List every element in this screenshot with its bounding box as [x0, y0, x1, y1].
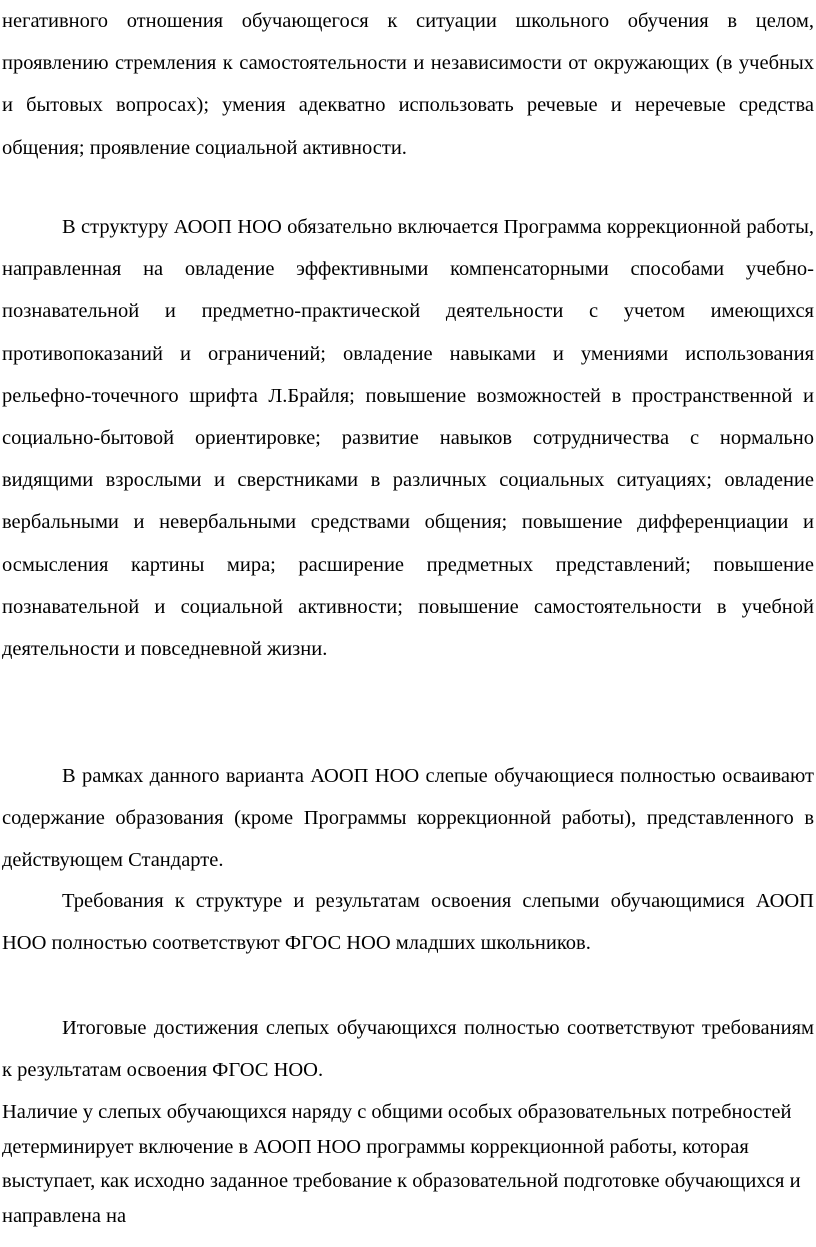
paragraph-special-needs: Наличие у слепых обучающихся наряду с общими особых образовательных потребностей детерминирует включение в АООП НОО программы коррекционной работы, которая выступает, как исходно заданное требование к образовательной подготовке обучающихся и направлена на — [2, 1101, 801, 1227]
paragraph-final-achievements: Итоговые достижения слепых обучающихся полностью соответствуют требованиям к результатам освоения ФГОС НОО. — [2, 1017, 814, 1082]
paragraph-structure-requirements: Требования к структуре и результатам освоения слепыми обучающимися АООП НОО полностью соответствуют ФГОС НОО младших школьников. — [2, 890, 814, 955]
paragraph-correction-program: В структуру АООП НОО обязательно включается Программа коррекционной работы, направленная на овладение эффективными компенсаторными способами учебно-познавательной и предметно-практической деятельности с учетом имеющихся противопоказаний и ограничений; овладение навыками и умениями использования рельефно-точечного шрифта Л.Брайля; повышение возможностей в пространственной и социально-бытовой ориентировке; развитие навыков сотрудничества с нормально видящими взрослыми и сверстниками в различных социальных ситуациях; овладение вербальными и невербальными средствами общения; повышение дифференциации и осмысления картины мира; расширение предметных представлений; повышение познавательной и социальной активности; повышение самостоятельности в учебной деятельности и повседневной жизни. — [2, 216, 814, 661]
paragraph-continuation: негативного отношения обучающегося к ситуации школьного обучения в целом, проявлению стремления к самостоятельности и независимости от окружающих (в учебных и бытовых вопросах); умения адекватно использовать речевые и неречевые средства общения; проявление социальной активности. — [2, 10, 814, 159]
paragraph-variant-scope: В рамках данного варианта АООП НОО слепые обучающиеся полностью осваивают содержание образования (кроме Программы коррекционной работы), представленного в действующем Стандарте. — [2, 765, 814, 872]
